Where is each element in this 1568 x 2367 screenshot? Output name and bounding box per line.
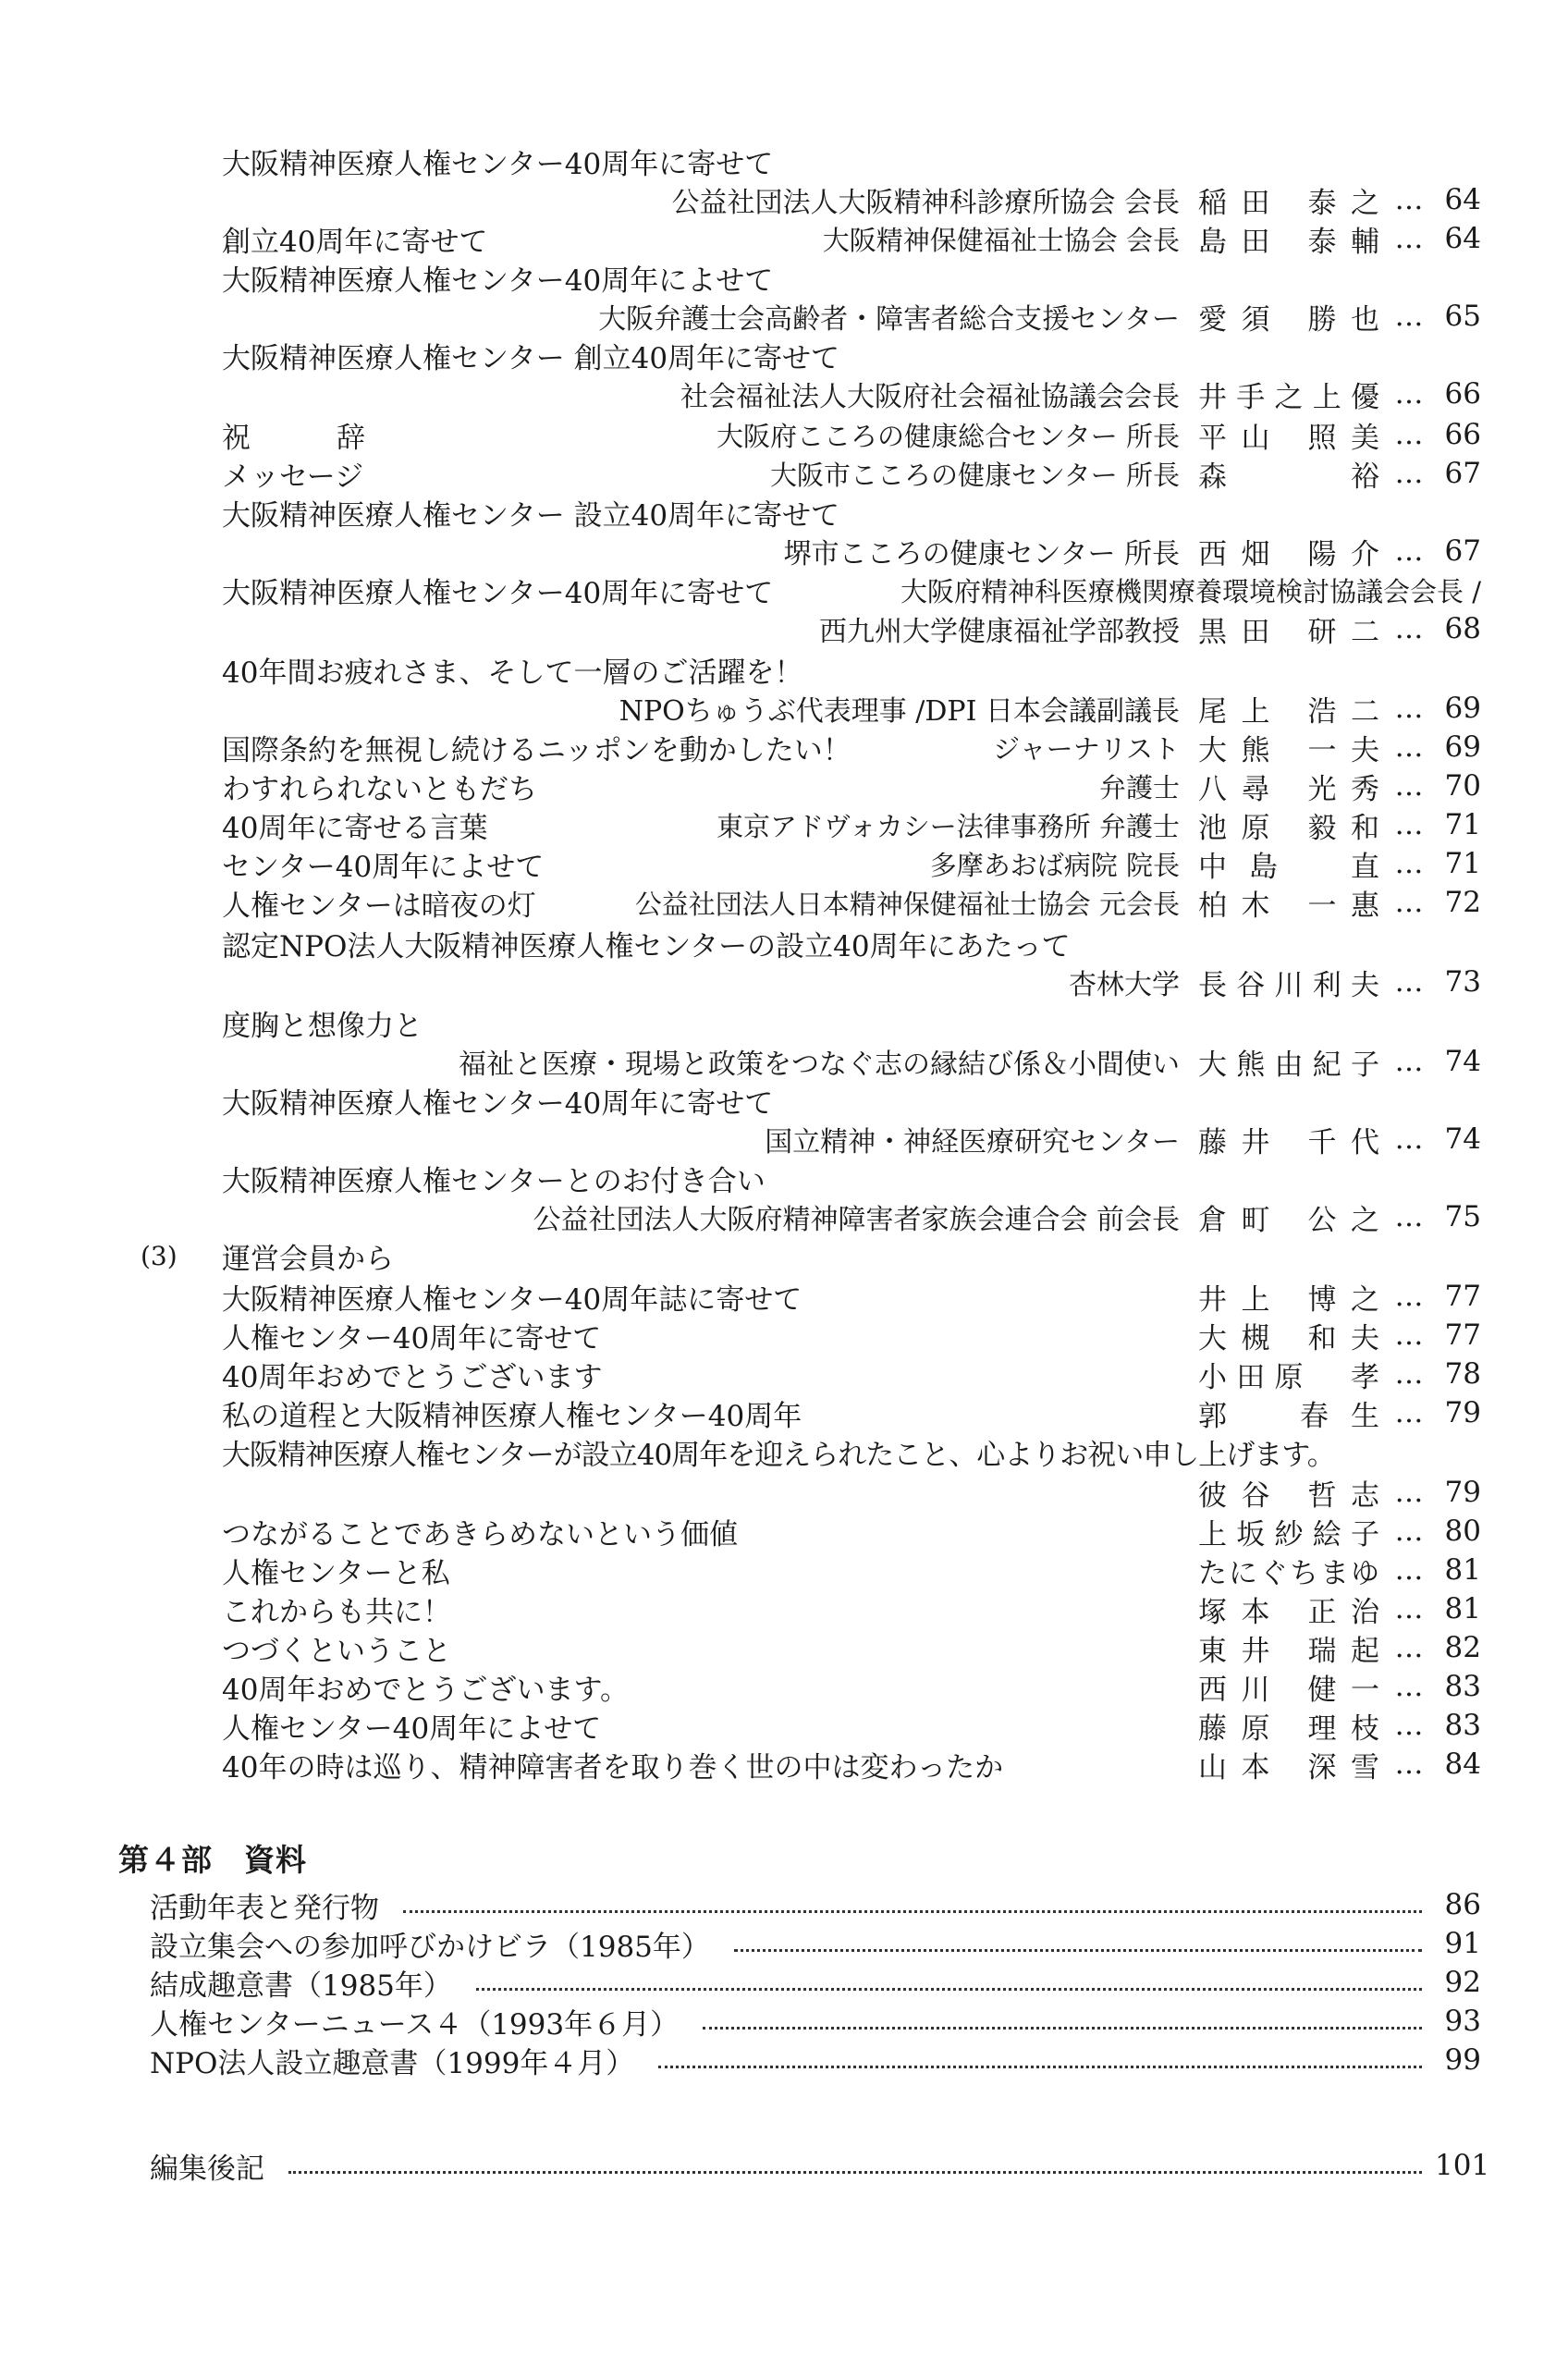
author: 愛須 勝也 xyxy=(1198,302,1379,337)
page-number: 67 xyxy=(1444,534,1481,568)
author: 小田原 孝 xyxy=(1198,1360,1379,1394)
toc-entry[interactable] xyxy=(222,1629,1481,1666)
toc-entry-meta xyxy=(222,963,1481,1000)
author: 大熊 一夫 xyxy=(1198,733,1379,767)
toc-entry[interactable] xyxy=(222,1590,1481,1627)
leader: … xyxy=(1394,457,1424,490)
leader: … xyxy=(1394,612,1424,645)
toc-item[interactable] xyxy=(150,2003,1481,2040)
toc-entry-title[interactable]: 大阪精神医療人権センターが設立40周年を迎えられたこと、心よりお祝い申し上げます。 xyxy=(222,1438,1335,1472)
toc-entry-meta xyxy=(222,1198,1481,1235)
page-number: 64 xyxy=(1444,183,1481,216)
toc-entry[interactable] xyxy=(222,220,1481,257)
page-number: 64 xyxy=(1444,222,1481,255)
toc-entry[interactable] xyxy=(222,806,1481,843)
dot-leader xyxy=(403,1908,1422,1913)
page-number: 83 xyxy=(1444,1670,1481,1703)
author: 東井 瑞起 xyxy=(1198,1634,1379,1668)
toc-entry[interactable] xyxy=(222,1317,1481,1354)
leader: … xyxy=(1394,300,1424,333)
author: 西川 健一 xyxy=(1198,1673,1379,1707)
author: 黒田 研二 xyxy=(1198,615,1379,649)
leader: … xyxy=(1394,222,1424,255)
author: 長谷川利夫 xyxy=(1198,968,1379,1002)
author: 稲田 泰之 xyxy=(1198,186,1379,220)
toc-entry[interactable] xyxy=(222,729,1481,766)
author: 藤井 千代 xyxy=(1198,1125,1379,1159)
page-number: 69 xyxy=(1444,692,1481,725)
toc-entry-title[interactable]: 大阪精神医療人権センター 創立40周年に寄せて xyxy=(222,341,840,375)
affiliation: 公益社団法人大阪府精神障害者家族会連合会 前会長 xyxy=(533,1204,1180,1236)
page-number: 81 xyxy=(1444,1553,1481,1587)
toc-entry-meta xyxy=(222,1121,1481,1158)
author: 倉町 公之 xyxy=(1198,1203,1379,1237)
page-number: 68 xyxy=(1444,612,1481,645)
page-number: 91 xyxy=(1444,1927,1481,1960)
part-title: 資料 xyxy=(244,1842,307,1878)
author: 尾上 浩二 xyxy=(1198,694,1379,729)
author: 池原 毅和 xyxy=(1198,811,1379,845)
toc-entry-title[interactable]: 大阪精神医療人権センター40周年によせて xyxy=(222,264,774,298)
toc-item-title: 設立集会への参加呼びかけビラ（1985年） xyxy=(150,1930,710,1964)
toc-entry-title: 人権センターは暗夜の灯 xyxy=(222,889,536,923)
author: 郭 春生 xyxy=(1198,1399,1379,1433)
toc-entry-title[interactable]: 大阪精神医療人権センターとのお付き合い xyxy=(222,1164,766,1198)
section-number: (3) xyxy=(141,1240,178,1271)
leader: … xyxy=(1394,1318,1424,1352)
toc-entry-title: わすれられないともだち xyxy=(222,772,537,806)
toc-entry-meta xyxy=(222,1043,1481,1080)
leader: … xyxy=(1394,769,1424,803)
page-number: 93 xyxy=(1444,2005,1481,2038)
page-number: 92 xyxy=(1444,1966,1481,1999)
toc-entry[interactable] xyxy=(222,1746,1481,1783)
leader: … xyxy=(1394,1200,1424,1233)
affiliation: 国立精神・神経医療研究センター xyxy=(765,1126,1180,1159)
affiliation: ジャーナリスト xyxy=(993,732,1180,765)
affiliation: 公益社団法人日本精神保健福祉士協会 元会長 xyxy=(634,888,1180,920)
page-number: 69 xyxy=(1444,730,1481,764)
affiliation: 社会福祉法人大阪府社会福祉協議会会長 xyxy=(680,381,1180,413)
author: 井上 博之 xyxy=(1198,1282,1379,1317)
section-heading: 運営会員から xyxy=(222,1242,394,1276)
leader: … xyxy=(1394,1396,1424,1429)
leader: … xyxy=(1394,965,1424,999)
leader: … xyxy=(1394,886,1424,919)
page-number: 81 xyxy=(1444,1592,1481,1625)
author: 井手之上優 xyxy=(1198,380,1379,414)
affiliation: 弁護士 xyxy=(1098,771,1180,803)
author: 大熊由紀子 xyxy=(1198,1048,1379,1082)
toc-item[interactable] xyxy=(150,1925,1481,1962)
toc-item[interactable] xyxy=(150,1886,1481,1923)
page-number: 101 xyxy=(1435,2149,1490,2182)
page-number: 77 xyxy=(1444,1318,1481,1352)
author: 藤原 理枝 xyxy=(1198,1711,1379,1746)
toc-entry-title: 創立40周年に寄せて xyxy=(222,225,488,259)
toc-entry-title: 40年の時は巡り、精神障害者を取り巻く世の中は変わったか xyxy=(222,1750,1004,1784)
affiliation: 公益社団法人大阪精神科診療所協会 会長 xyxy=(671,187,1180,219)
toc-entry[interactable] xyxy=(222,455,1481,492)
page-number: 73 xyxy=(1444,965,1481,999)
part-label: 第４部 xyxy=(118,1842,213,1878)
page-number: 74 xyxy=(1444,1122,1481,1156)
toc-item-title: 編集後記 xyxy=(150,2152,264,2186)
page-number: 79 xyxy=(1444,1476,1481,1509)
toc-entry-title: つづくということ xyxy=(222,1634,451,1668)
toc-entry-title: 私の道程と大阪精神医療人権センター40周年 xyxy=(222,1399,802,1433)
toc-entry-title: 人権センターと私 xyxy=(222,1556,450,1590)
toc-entry[interactable] xyxy=(222,1278,1481,1315)
toc-entry[interactable] xyxy=(222,1668,1481,1705)
toc-entry-meta xyxy=(222,298,1481,335)
author: 柏木 一惠 xyxy=(1198,889,1379,923)
dot-leader xyxy=(734,1947,1422,1952)
page-number: 71 xyxy=(1444,808,1481,841)
leader: … xyxy=(1394,183,1424,216)
toc-entry-title[interactable]: 大阪精神医療人権センター40周年に寄せて xyxy=(222,147,774,181)
author: 平山 照美 xyxy=(1198,421,1379,455)
toc-entry-title: メッセージ xyxy=(222,460,364,494)
toc-entry[interactable] xyxy=(222,1355,1481,1392)
author: 山本 深雪 xyxy=(1198,1750,1379,1784)
author: 上坂紗絵子 xyxy=(1198,1517,1379,1551)
dot-leader xyxy=(658,2064,1422,2068)
affiliation: 杏林大学 xyxy=(1069,969,1180,1001)
affiliation: 堺市こころの健康センター 所長 xyxy=(783,538,1180,570)
toc-entry-title: 人権センター40周年に寄せて xyxy=(222,1321,602,1355)
page-number: 82 xyxy=(1444,1631,1481,1664)
toc-entry-meta xyxy=(222,375,1481,412)
author: 八尋 光秀 xyxy=(1198,772,1379,806)
page-number: 65 xyxy=(1444,300,1481,333)
toc-entry[interactable] xyxy=(222,845,1481,882)
leader: … xyxy=(1394,1670,1424,1703)
toc-entry-meta xyxy=(222,181,1481,218)
affiliation: 東京アドヴォカシー法律事務所 弁護士 xyxy=(716,810,1180,842)
leader: … xyxy=(1394,1515,1424,1548)
leader: … xyxy=(1394,847,1424,880)
affiliation: 福祉と医療・現場と政策をつなぐ志の縁結び係＆小間使い xyxy=(459,1049,1180,1081)
toc-item-title: NPO法人設立趣意書（1999年４月） xyxy=(150,2046,635,2080)
affiliation: 大阪府精神科医療機関療養環境検討協議会会長 / xyxy=(900,575,1481,607)
toc-item[interactable] xyxy=(150,1964,1481,2001)
toc-entry-title: 人権センター40周年によせて xyxy=(222,1711,602,1746)
affiliation: 大阪精神保健福祉士協会 会長 xyxy=(822,224,1180,256)
leader: … xyxy=(1394,534,1424,568)
author: 森 裕 xyxy=(1198,460,1379,494)
affiliation: 大阪市こころの健康センター 所長 xyxy=(769,459,1180,491)
leader: … xyxy=(1394,1709,1424,1742)
author: 塚本 正治 xyxy=(1198,1595,1379,1629)
author: たにぐちまゆ xyxy=(1198,1556,1379,1590)
page-number: 67 xyxy=(1444,457,1481,490)
author: 島田 泰輔 xyxy=(1198,225,1379,259)
leader: … xyxy=(1394,808,1424,841)
toc-entry-meta xyxy=(222,690,1481,727)
page-number: 83 xyxy=(1444,1709,1481,1742)
page-number: 75 xyxy=(1444,1200,1481,1233)
page-number: 66 xyxy=(1444,418,1481,451)
toc-entry-title: 40周年おめでとうございます xyxy=(222,1360,603,1394)
author: 大槻 和夫 xyxy=(1198,1321,1379,1355)
affiliation: 大阪府こころの健康総合センター 所長 xyxy=(716,420,1180,452)
leader: … xyxy=(1394,1748,1424,1781)
leader: … xyxy=(1394,1280,1424,1313)
toc-entry-title: 大阪精神医療人権センター40周年誌に寄せて xyxy=(222,1282,802,1317)
leader: … xyxy=(1394,1045,1424,1078)
author: 彼谷 哲志 xyxy=(1198,1478,1379,1513)
toc-entry[interactable] xyxy=(222,1551,1481,1588)
toc-entry-title[interactable]: 40年間お疲れさま、そして一層のご活躍を！ xyxy=(222,656,803,690)
leader: … xyxy=(1394,692,1424,725)
page-number: 66 xyxy=(1444,377,1481,411)
toc-entry[interactable] xyxy=(222,1707,1481,1744)
part-heading xyxy=(118,1836,307,1880)
toc-entry-title[interactable]: 大阪精神医療人権センター40周年に寄せて xyxy=(222,1086,774,1121)
page-number: 86 xyxy=(1444,1888,1481,1921)
leader: … xyxy=(1394,1476,1424,1509)
toc-item-title: 活動年表と発行物 xyxy=(150,1891,379,1925)
page-number: 79 xyxy=(1444,1396,1481,1429)
toc-entry-title: 40周年に寄せる言葉 xyxy=(222,811,488,845)
dot-leader xyxy=(703,2025,1422,2030)
page-number: 80 xyxy=(1444,1515,1481,1548)
toc-entry[interactable] xyxy=(222,416,1481,453)
toc-item-title: 人権センターニュース４（1993年６月） xyxy=(150,2007,680,2042)
toc-item[interactable] xyxy=(150,2042,1481,2079)
leader: … xyxy=(1394,1631,1424,1664)
author: 西畑 陽介 xyxy=(1198,537,1379,571)
dot-leader xyxy=(476,1986,1422,1991)
page-number: 78 xyxy=(1444,1357,1481,1391)
page-number: 71 xyxy=(1444,847,1481,880)
affiliation: 多摩あおば病院 院長 xyxy=(929,849,1180,881)
toc-entry-title[interactable]: 度胸と想像力と xyxy=(222,1009,423,1043)
affiliation: NPOちゅうぶ代表理事 /DPI 日本会議副議長 xyxy=(619,695,1180,728)
leader: … xyxy=(1394,730,1424,764)
section-header xyxy=(141,1237,695,1274)
page-number: 77 xyxy=(1444,1280,1481,1313)
toc-entry[interactable] xyxy=(222,767,1481,804)
toc-entry-title[interactable]: 認定NPO法人大阪精神医療人権センターの設立40周年にあたって xyxy=(222,929,1071,963)
toc-entry-title: 40周年おめでとうございます。 xyxy=(222,1673,629,1707)
leader: … xyxy=(1394,1357,1424,1391)
page-number: 99 xyxy=(1444,2043,1481,2077)
toc-entry-meta xyxy=(222,610,1481,647)
toc-entry-title: 祝 辞 xyxy=(222,421,365,455)
author: 中島 直 xyxy=(1198,850,1379,884)
leader: … xyxy=(1394,1122,1424,1156)
toc-item-editor-note[interactable] xyxy=(150,2147,1490,2186)
toc-item-title: 結成趣意書（1985年） xyxy=(150,1968,452,2003)
toc-entry-title[interactable]: 大阪精神医療人権センター 設立40周年に寄せて xyxy=(222,498,840,533)
page-number: 84 xyxy=(1444,1748,1481,1781)
affiliation-secondary: 西九州大学健康福祉学部教授 xyxy=(819,616,1180,648)
toc-entry[interactable] xyxy=(222,884,1481,921)
page-number: 70 xyxy=(1444,769,1481,803)
toc-entry-title: 大阪精神医療人権センター40周年に寄せて xyxy=(222,576,774,610)
affiliation: 大阪弁護士会高齢者・障害者総合支援センター xyxy=(598,303,1180,336)
toc-entry-title: つながることであきらめないという価値 xyxy=(222,1517,738,1551)
toc-entry-title: センター40周年によせて xyxy=(222,850,545,884)
leader: … xyxy=(1394,1553,1424,1587)
toc-entry-title: これからも共に！ xyxy=(222,1595,451,1629)
toc-entry-meta xyxy=(222,533,1481,570)
page-number: 72 xyxy=(1444,886,1481,919)
toc-entry-title: 国際条約を無視し続けるニッポンを動かしたい！ xyxy=(222,733,851,767)
leader: … xyxy=(1394,377,1424,411)
dot-leader xyxy=(288,2169,1422,2174)
page-number: 74 xyxy=(1444,1045,1481,1078)
leader: … xyxy=(1394,1592,1424,1625)
toc-entry[interactable] xyxy=(222,1394,1481,1431)
toc-entry[interactable] xyxy=(222,1513,1481,1550)
toc-entry-meta xyxy=(222,1474,1481,1511)
leader: … xyxy=(1394,418,1424,451)
toc-entry[interactable] xyxy=(222,571,1481,608)
